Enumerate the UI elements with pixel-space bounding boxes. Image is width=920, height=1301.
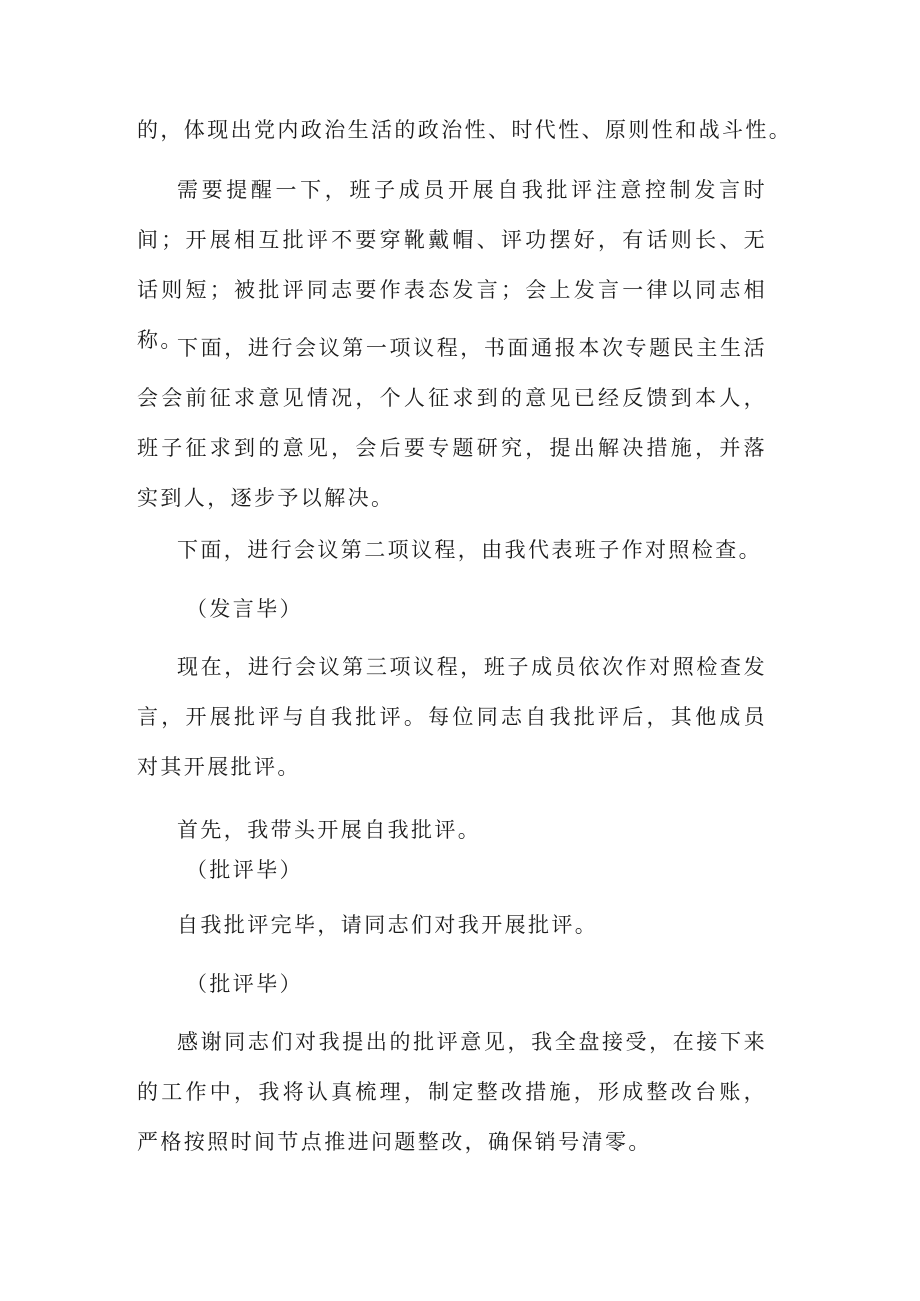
paragraph-agenda-item-one: 下面，进行会议第一项议程，书面通报本次专题民主生活会会前征求意见情况，个人征求到的意见已经反馈到本人，班子征求到的意见，会后要专题研究，提出解决措施，并落实到人，逐步予以解决。	[137, 336, 767, 510]
paragraph-speaking-reminder: 需要提醒一下，班子成员开展自我批评注意控制发言时间；开展相互批评不要穿靴戴帽、评功摆好，有话则长、无话则短；被批评同志要作表态发言；会上发言一律以同志相称。	[137, 178, 767, 352]
paragraph-request-criticism: 自我批评完毕，请同志们对我开展批评。	[177, 913, 599, 937]
note-criticism-finished-1: （批评毕）	[186, 858, 303, 882]
paragraph-agenda-item-two: 下面，进行会议第二项议程，由我代表班子作对照检查。	[177, 538, 762, 562]
paragraph-agenda-item-three: 现在，进行会议第三项议程，班子成员依次作对照检查发言，开展批评与自我批评。每位同志自我批评后，其他成员对其开展批评。	[137, 655, 767, 779]
paragraph-continuation: 的，体现出党内政治生活的政治性、时代性、原则性和战斗性。	[137, 118, 793, 142]
note-speech-finished: （发言毕）	[186, 597, 303, 621]
paragraph-self-criticism-start: 首先，我带头开展自我批评。	[177, 818, 482, 842]
note-criticism-finished-2: （批评毕）	[186, 972, 303, 996]
paragraph-acceptance-and-rectification: 感谢同志们对我提出的批评意见，我全盘接受，在接下来的工作中，我将认真梳理，制定整改措施，形成整改台账，严格按照时间节点推进问题整改，确保销号清零。	[137, 1030, 767, 1154]
